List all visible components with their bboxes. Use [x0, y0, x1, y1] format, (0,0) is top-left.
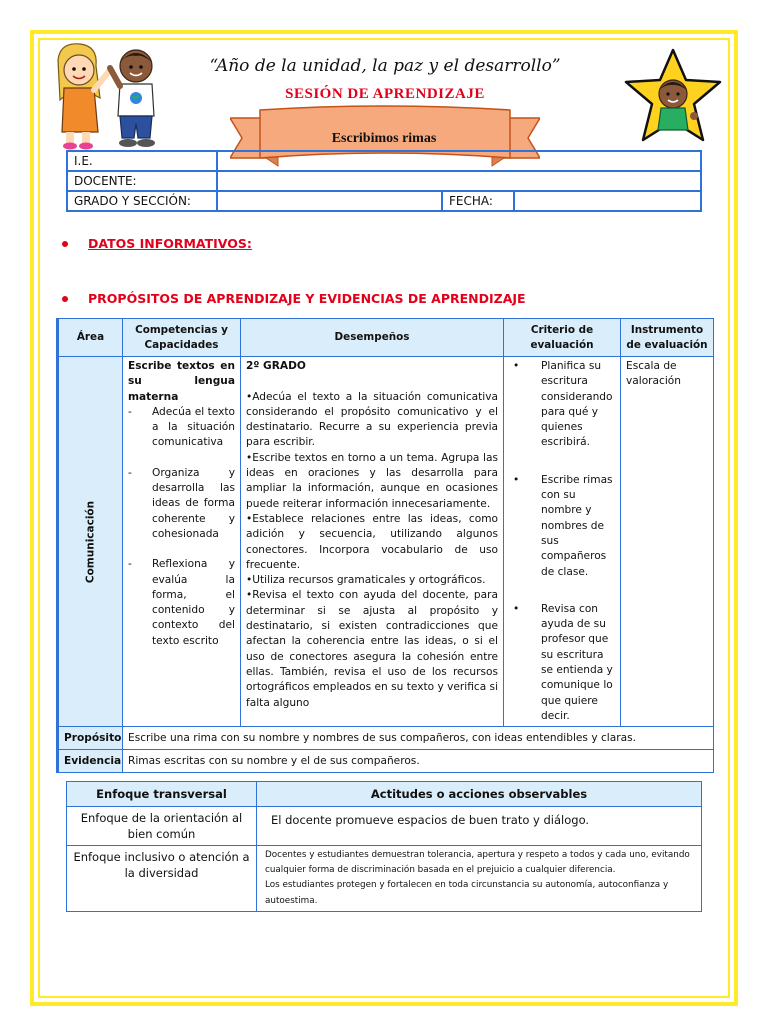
- header-criterio: Criterio de evaluación: [504, 319, 621, 357]
- capacidad-item: - Organiza y desarrolla las ideas de forma coherente y cohesionada: [128, 466, 235, 540]
- ie-field[interactable]: [217, 151, 701, 171]
- star-child-illustration: [618, 46, 728, 146]
- competencias-cell: [123, 357, 241, 727]
- actitud-item: El docente promueve espacios de buen trato y diálogo.: [257, 807, 702, 846]
- instrumento-cell: Escala de valoración: [621, 357, 714, 727]
- section-propositos-label: PROPÓSITOS DE APRENDIZAJE Y EVIDENCIAS DE APRENDIZAJE: [88, 291, 526, 306]
- area-cell: [58, 357, 123, 727]
- criterio-item: • Revisa con ayuda de su profesor que su escritura se entienda y comunique lo que quiere decir.: [513, 602, 613, 722]
- section-datos-label: DATOS INFORMATIVOS:: [88, 236, 252, 251]
- year-motto: “Año de la unidad, la paz y el desarrollo”: [209, 56, 561, 76]
- lesson-title: Escribimos rimas: [331, 131, 437, 146]
- session-title: SESIÓN DE APRENDIZAJE: [285, 86, 485, 102]
- competencia-title: Escribe textos en su lengua materna: [128, 360, 235, 403]
- capacidad-item: - Reflexiona y evalúa la forma, el contenido y contexto del texto escrito: [128, 558, 235, 647]
- fecha-field[interactable]: [514, 191, 701, 211]
- learning-table: [56, 318, 714, 773]
- enfoque-item: Enfoque de la orientación al bien común: [67, 807, 257, 846]
- actitud-item: [257, 846, 702, 912]
- section-datos-informativos: [62, 236, 252, 251]
- proposito-text: Escribe una rima con su nombre y nombres de sus compañeros, con ideas entendibles y claras.: [123, 727, 714, 750]
- bullet-icon: [62, 296, 68, 302]
- docente-field[interactable]: [217, 171, 701, 191]
- header-competencias: Competencias y Capacidades: [123, 319, 241, 357]
- desempeno-item: •Establece relaciones entre las ideas, como adición y secuencia, utilizando algunos conectores. Incorpora vocabulario de uso frecuente.: [246, 512, 498, 571]
- fecha-label: FECHA:: [442, 191, 514, 211]
- ie-label: I.E.: [67, 151, 217, 171]
- area-label: Comunicación: [83, 500, 96, 583]
- criterio-item: • Escribe rimas con su nombre y nombres de sus compañeros de clase.: [513, 473, 613, 578]
- enfoque-table: [66, 781, 702, 912]
- desempeno-item: •Utiliza recursos gramaticales y ortográficos.: [246, 574, 486, 587]
- enfoque-header: Enfoque transversal: [67, 782, 257, 807]
- evidencia-text: Rimas escritas con su nombre y el de sus compañeros.: [123, 750, 714, 773]
- docente-label: DOCENTE:: [67, 171, 217, 191]
- header-area: Área: [58, 319, 123, 357]
- desempenos-cell: [241, 357, 504, 727]
- grado-heading: 2º GRADO: [246, 360, 306, 372]
- criterios-cell: [504, 357, 621, 727]
- actitudes-header: Actitudes o acciones observables: [257, 782, 702, 807]
- proposito-label: Propósito: [58, 727, 123, 750]
- grado-field[interactable]: [217, 191, 442, 211]
- info-table: [66, 150, 702, 212]
- header-desempenos: Desempeños: [241, 319, 504, 357]
- desempeno-item: •Escribe textos en torno a un tema. Agrupa las ideas en oraciones y las desarrolla para ampliar la información, aunque en ocasiones puede reiterar información innecesariamente.: [246, 451, 498, 510]
- desempeno-item: •Revisa el texto con ayuda del docente, para determinar si se ajusta al propósito y destinatario, si existen contradicciones que afectan la coherencia entre las ideas, o si el uso de conectores asegura la cohesión entre ellas. También, revisa el uso de los recursos ortográficos empleados en su texto y verifica si falta alguno: [246, 589, 499, 709]
- grado-label: GRADO Y SECCIÓN:: [67, 191, 217, 211]
- criterio-item: • Planifica su escritura considerando para qué y quienes escribirá.: [513, 360, 613, 449]
- actitud-text: Docentes y estudiantes demuestran tolerancia, apertura y respeto a todos y cada uno, evitando cualquier forma de discriminación basada en el prejuicio a cualquier diferencia.: [265, 850, 690, 876]
- bullet-icon: [62, 241, 68, 247]
- actitud-text: Los estudiantes protegen y fortalecen en toda circunstancia su autonomía, autoconfianza y autoestima.: [265, 880, 669, 906]
- evidencia-label: Evidencia: [58, 750, 123, 773]
- header-instrumento: Instrumento de evaluación: [621, 319, 714, 357]
- capacidad-item: - Adecúa el texto a la situación comunicativa: [128, 405, 235, 449]
- desempeno-item: •Adecúa el texto a la situación comunicativa considerando el propósito comunicativo y el destinatario. Recurre a su experiencia previa para escribir.: [246, 390, 498, 449]
- enfoque-item: Enfoque inclusivo o atención a la diversidad: [67, 846, 257, 912]
- section-propositos: [62, 291, 526, 306]
